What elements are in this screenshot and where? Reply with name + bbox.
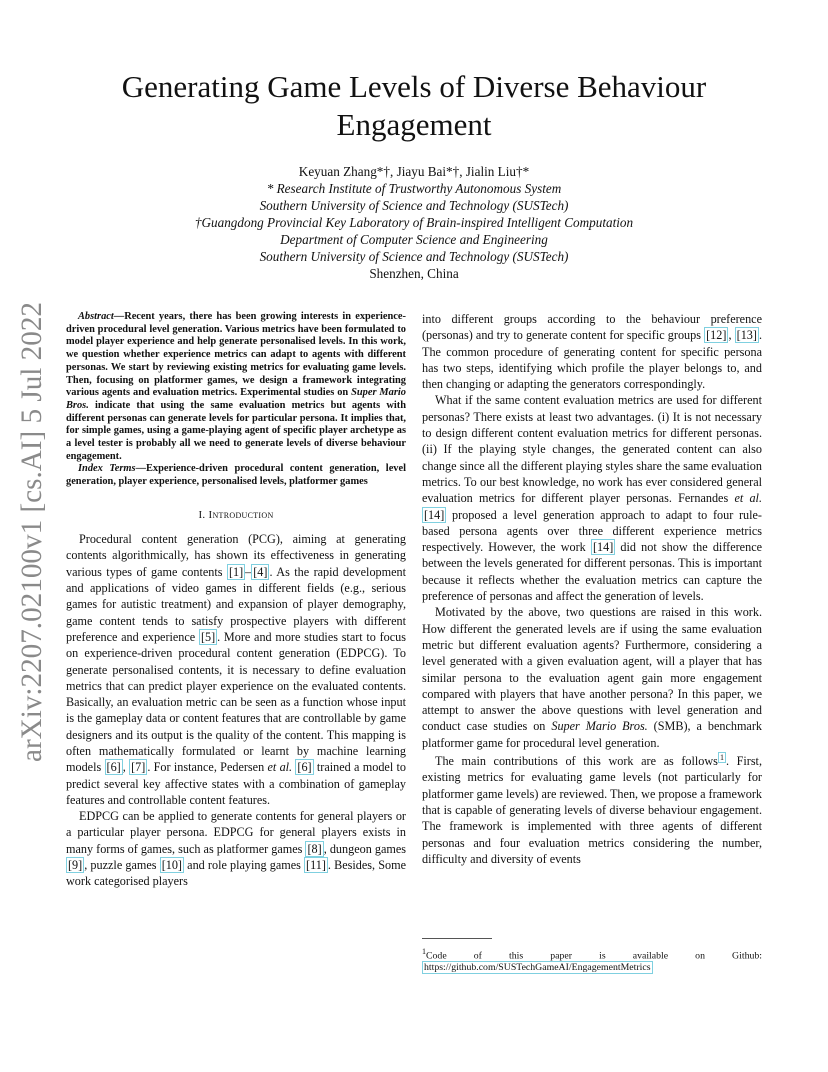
text-span: – — [245, 564, 252, 579]
affiliation-5: Southern University of Science and Technology (SUSTech) — [259, 249, 569, 264]
footnote-text: Code of this paper is available on Github: — [426, 950, 762, 962]
section-number: I. — [198, 508, 206, 521]
citation-link[interactable]: [13] — [736, 328, 757, 343]
arxiv-id: arXiv:2207.02100v1 [cs.AI] 5 Jul 2022 — [15, 300, 48, 762]
affiliation-2: Southern University of Science and Technology (SUSTech) — [259, 198, 569, 213]
text-span: . The common procedure of generating content for specific persona has two steps, identifying which profile the player belongs to, and then changing or adapting the generators correspondingly. — [422, 328, 762, 392]
arxiv-watermark — [8, 300, 52, 765]
intro-paragraph-5 — [422, 604, 762, 751]
citation-link[interactable]: [9] — [68, 858, 83, 873]
citation-link[interactable]: [14] — [424, 507, 445, 522]
intro-paragraph-2 — [66, 808, 406, 889]
citation-link[interactable]: [12] — [706, 328, 727, 343]
text-span: . More and more studies start to focus on experience-driven procedural content generation (EDPCG). To generate personalised contents, it is necessary to define evaluation metrics that can predict player experience on the evaluated contents. Basically, an evaluation metric can be seen as a function whose input is the gameplay data or content features that are controllable by game designers and its output is the quality of the content. This mapping is often mathematically formulated or learnt by machine learning models — [66, 629, 406, 775]
citation-link[interactable]: [10] — [161, 858, 182, 873]
citation-link[interactable]: [11] — [306, 858, 326, 873]
title-line-2: Engagement — [336, 107, 492, 142]
text-span: did not show the difference between the levels generated for different personas. This is important because it reflects whether the evaluation metrics can capture the preference of personas and affect the generation of levels. — [422, 540, 763, 604]
left-column — [66, 311, 406, 890]
footnote-marker-link[interactable]: 1 — [719, 753, 724, 763]
text-span: The main contributions of this work are as follows — [435, 754, 718, 769]
footnote-rule — [422, 938, 492, 939]
text-span: into different groups according to the behaviour preference (personas) and try to generate content for specific groups — [422, 312, 762, 343]
citation-link[interactable]: [1] — [228, 564, 244, 579]
section-name: Introduction — [208, 508, 274, 521]
intro-paragraph-4 — [422, 392, 762, 604]
text-span: . Besides, Some work categorised players — [66, 858, 406, 889]
section-heading-introduction — [66, 507, 406, 523]
abstract-lead: Abstract — [78, 311, 114, 322]
author-names: Keyuan Zhang*†, Jiayu Bai*†, Jialin Liu†* — [298, 164, 530, 179]
abstract-text-2: indicate that using the same evaluation metrics but agents with different personas can generate levels for particular persona. It implies that, for simple games, using a game-playing agent of specific player archetype as a level tester is probably all we need to generate levels of diverse behaviour engagement. — [66, 399, 406, 462]
footnote — [422, 946, 762, 974]
text-span: Super Mario Bros. — [551, 719, 648, 734]
text-span: . First, existing metrics for evaluating game levels (not particularly for platformer game levels) are reviewed. Then, we propose a framework that is capable of generating levels of diverse behaviour engagement. The framework is implemented with three agents of different personas and four evaluation metrics considering the number, difficulty and diversity of events — [422, 754, 762, 866]
text-span: proposed a level generation approach to adapt to four rule-based persona agents over three different experience metrics respectively. However, the work — [422, 507, 762, 555]
github-link[interactable]: https://github.com/SUSTechGameAI/EngagementMetrics — [424, 962, 651, 974]
text-span: trained a model to predict several key affective states with a combination of gameplay features and controllable content features. — [66, 760, 407, 807]
index-terms-lead: Index Terms — [78, 463, 136, 475]
text-span: et al. — [734, 491, 762, 506]
author-block — [60, 163, 768, 282]
intro-paragraph-6 — [422, 751, 762, 867]
text-span: et al. — [267, 760, 293, 775]
index-terms — [66, 463, 406, 488]
author-city: Shenzhen, China — [369, 266, 459, 281]
abstract — [66, 311, 406, 463]
abstract-game-name: Super Mario Bros. — [66, 387, 406, 411]
text-span: What if the same content evaluation metrics are used for different personas? There exists at least two advantages. (i) It is not necessary to design different content evaluation metrics for different personas. (ii) If the playing style changes, the generated content can also change since all the different playing styles share the same evaluation metrics. To our best knowledge, no work has ever considered general evaluation metrics for different player personas. Fernandes — [422, 393, 762, 506]
text-span: , — [728, 328, 735, 343]
text-span: , dungeon games — [323, 841, 407, 856]
affiliation-3: †Guangdong Provincial Key Laboratory of Brain-inspired Intelligent Computation — [194, 215, 634, 230]
intro-paragraph-3 — [422, 311, 762, 392]
text-span: , — [122, 760, 130, 775]
right-column — [422, 311, 762, 867]
abstract-text-1: —Recent years, there has been growing interests in experience-driven procedural level generation. Various metrics have been formulated to model player experience and help generate personalised levels. In this work, we question whether experience metrics can adapt to agents with different personas. We start by reviewing existing metrics for evaluating game levels. Then, focusing on platformer games, we design a framework integrating various agents and evaluation metrics. Experimental studies on — [66, 311, 406, 399]
citation-link[interactable]: [6] — [106, 760, 121, 775]
text-span: Motivated by the above, two questions are raised in this work. How different the generated levels are if using the same evaluation metric but different evaluation agents? Furthermore, considering a level generated with a given evaluation agent, will a player that has similar persona to the evaluation agent gain more engagement compared with players that have another persona? In this paper, we attempt to answer the above questions with level generation and conduct case studies on — [422, 605, 762, 734]
affiliation-1: * Research Institute of Trustworthy Autonomous System — [266, 181, 562, 196]
text-span: . As the rapid development and applications of video games in different fields (e.g., serious games for autistic treatment) and expansion of player demography, game content tends to satisfy prospective players with different preference and experience — [66, 564, 406, 644]
text-span: Procedural content generation (PCG), aiming at generating contents algorithmically, has shown its effectiveness in generating various types of game contents — [66, 532, 406, 579]
citation-link[interactable]: [14] — [592, 540, 614, 555]
intro-paragraph-1 — [66, 531, 406, 808]
arxiv-watermark-svg — [8, 300, 52, 765]
text-span: and role playing games — [184, 858, 305, 873]
citation-link[interactable]: [5] — [200, 629, 216, 644]
citation-link[interactable]: [4] — [253, 564, 268, 579]
footnote-number: 1 — [422, 947, 426, 956]
title-line-1: Generating Game Levels of Diverse Behaviour — [121, 69, 707, 104]
paper-title — [60, 68, 768, 144]
text-span: (SMB), a benchmark platformer game for procedural level generation. — [422, 719, 762, 750]
text-span: , puzzle games — [84, 858, 160, 873]
citation-link[interactable]: [8] — [307, 841, 322, 856]
citation-link[interactable]: [7] — [131, 760, 146, 775]
affiliation-4: Department of Computer Science and Engineering — [280, 232, 548, 247]
text-span: . For instance, Pedersen — [147, 760, 268, 775]
text-span: EDPCG can be applied to generate contents for general players or a particular player persona. EDPCG for general players exists in many forms of games, such as platformer games — [66, 809, 406, 856]
citation-link[interactable]: [6] — [297, 760, 312, 775]
index-terms-text: —Experience-driven procedural content generation, level generation, player experience, personalised levels, platformer games — [66, 463, 406, 488]
